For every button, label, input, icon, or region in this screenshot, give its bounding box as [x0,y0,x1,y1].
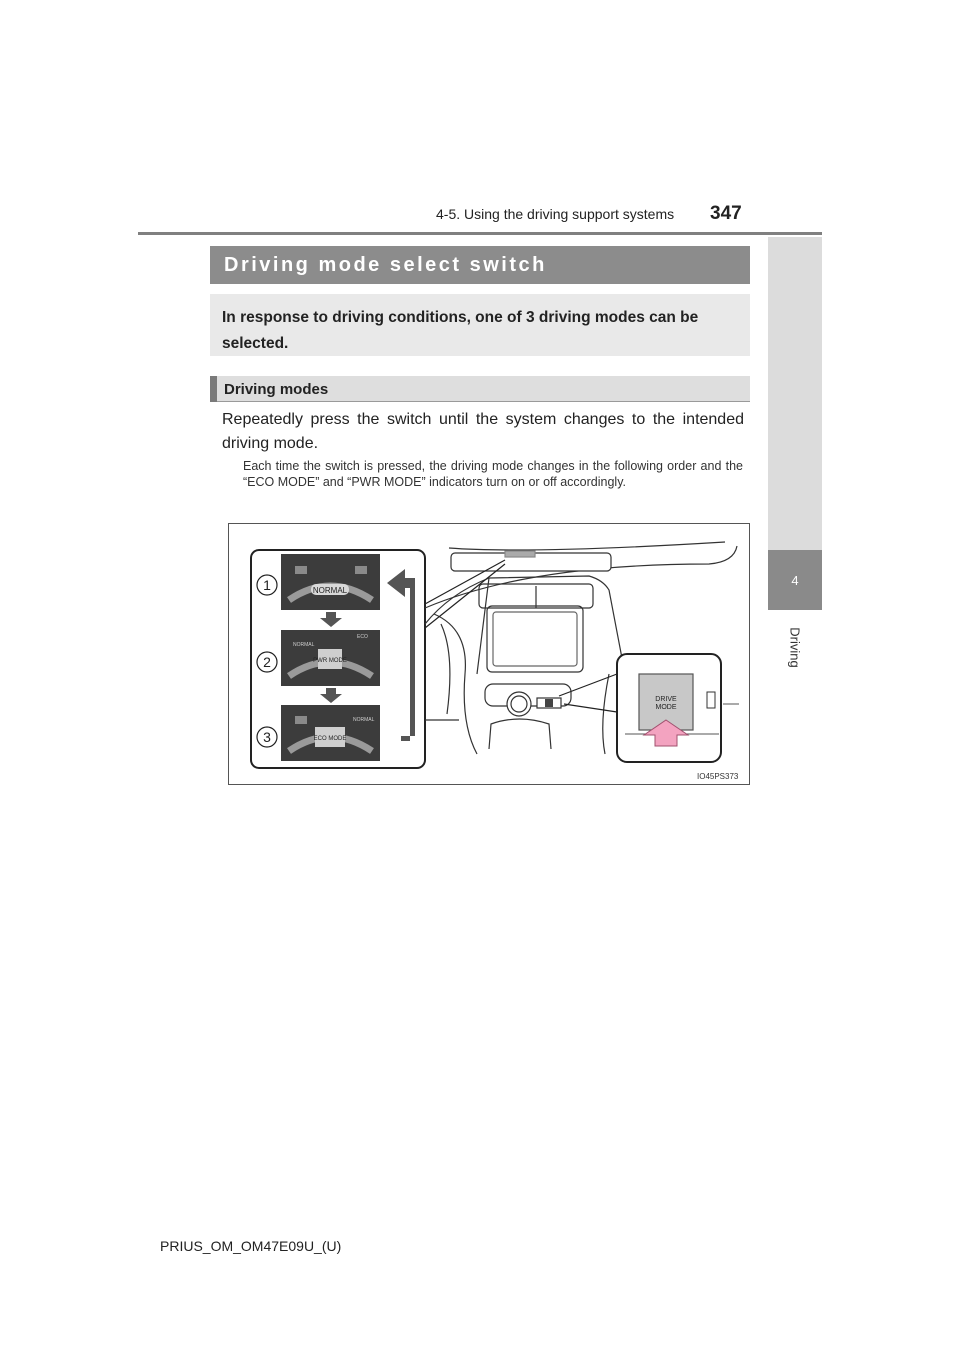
subheading-accent [210,376,217,402]
step-3-marker [257,727,277,747]
figure-label: 1 [263,577,271,593]
note-text: Each time the switch is pressed, the driving mode changes in the following order and the “ECO MODE” and “PWR MODE” indicators turn on or off accordingly. [243,459,743,489]
page-number: 347 [710,203,742,224]
mode-panel-normal [281,554,380,610]
figure-label: 3 [263,729,271,745]
callout-lines [425,560,617,712]
subheading: Driving modes [224,381,329,398]
driving-mode-figure [228,523,750,785]
title-bar [210,246,750,284]
figure-label: NORMAL [293,642,315,648]
page-title: Driving mode select switch [224,253,547,276]
mode-panel-pwr [281,630,380,686]
footer-document-code: PRIUS_OM_OM47E09U_(U) [160,1238,342,1254]
switch-zoom-view [617,654,739,762]
chapter-tab[interactable] [768,550,822,610]
figure-label: 2 [263,654,271,670]
header-divider [138,232,822,235]
step-1-marker [257,575,277,595]
figure-label: MODE [655,704,677,711]
figure-label: NORMAL [312,586,348,595]
mode-panel-eco [281,705,380,761]
side-tab-background [768,237,822,550]
chapter-label: Driving [787,627,803,668]
figure-label: DRIVE [655,696,677,703]
chapter-number: 4 [791,572,799,588]
body-text: Repeatedly press the switch until the system changes to the intended driving mode. [222,411,744,452]
figure-label: ECO [357,634,368,640]
figure-code: IO45PS373 [697,772,739,781]
figure-label: PWR MODE [313,658,347,664]
figure-label: ECO MODE [313,736,347,742]
intro-text: In response to driving conditions, one of 3 driving modes can be selected. [222,309,699,352]
section-title: 4-5. Using the driving support systems [436,206,675,222]
step-2-marker [257,652,277,672]
figure-label: NORMAL [353,717,375,723]
